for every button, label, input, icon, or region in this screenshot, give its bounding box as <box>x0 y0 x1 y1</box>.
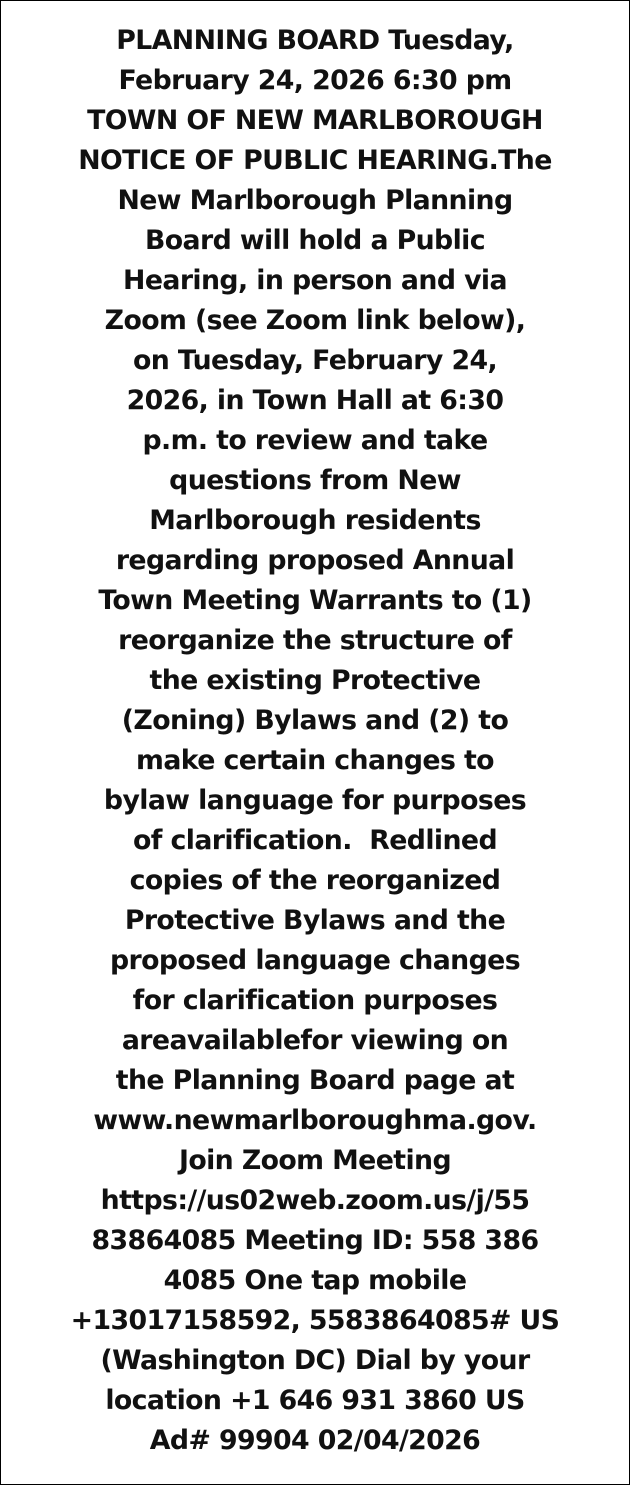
notice-line: bylaw language for purposes <box>103 785 527 816</box>
notice-line: Board will hold a Public <box>144 225 485 256</box>
notice-line: New Marlborough Planning <box>117 185 513 216</box>
notice-line: proposed language changes <box>109 945 521 976</box>
notice-line: on Tuesday, February 24, <box>132 345 498 376</box>
notice-line: (Zoning) Bylaws and (2) to <box>121 705 509 736</box>
notice-line: Join Zoom Meeting <box>178 1145 452 1176</box>
notice-line: the Planning Board page at <box>115 1065 515 1096</box>
notice-line: make certain changes to <box>136 745 494 776</box>
notice-line: Zoom (see Zoom link below), <box>104 305 526 336</box>
notice-line: questions from New <box>169 465 461 496</box>
notice-line: (Washington DC) Dial by your <box>100 1345 530 1376</box>
notice-line: +13017158592, 5583864085# US <box>70 1305 560 1336</box>
notice-line: regarding proposed Annual <box>115 545 515 576</box>
notice-line: location +1 646 931 3860 US <box>105 1385 525 1416</box>
notice-line: February 24, 2026 6:30 pm <box>118 65 512 96</box>
notice-line: p.m. to review and take <box>142 425 488 456</box>
notice-line: reorganize the structure of <box>118 625 512 656</box>
notice-line: Hearing, in person and via <box>123 265 507 296</box>
zoom-link: https://us02web.zoom.us/j/55 <box>100 1185 530 1216</box>
notice-line: 83864085 Meeting ID: 558 386 <box>91 1225 539 1256</box>
notice-line: copies of the reorganized <box>129 865 501 896</box>
notice-line: 4085 One tap mobile <box>163 1265 467 1296</box>
notice-line: Protective Bylaws and the <box>124 905 506 936</box>
notice-line: NOTICE OF PUBLIC HEARING.The <box>78 145 552 176</box>
notice-line: TOWN OF NEW MARLBOROUGH <box>87 105 543 136</box>
notice-line: Town Meeting Warrants to (1) <box>98 585 532 616</box>
notice-line: PLANNING BOARD Tuesday, <box>116 25 514 56</box>
notice-line: areavailablefor viewing on <box>121 1025 509 1056</box>
website-url: www.newmarlboroughma.gov. <box>93 1105 537 1136</box>
notice-line: Marlborough residents <box>149 505 481 536</box>
notice-line: of clarification. Redlined <box>132 825 497 856</box>
notice-line: the existing Protective <box>149 665 481 696</box>
notice-line: for clarification purposes <box>132 985 498 1016</box>
notice-line: 2026, in Town Hall at 6:30 <box>126 385 504 416</box>
ad-number: Ad# 99904 02/04/2026 <box>149 1425 481 1456</box>
